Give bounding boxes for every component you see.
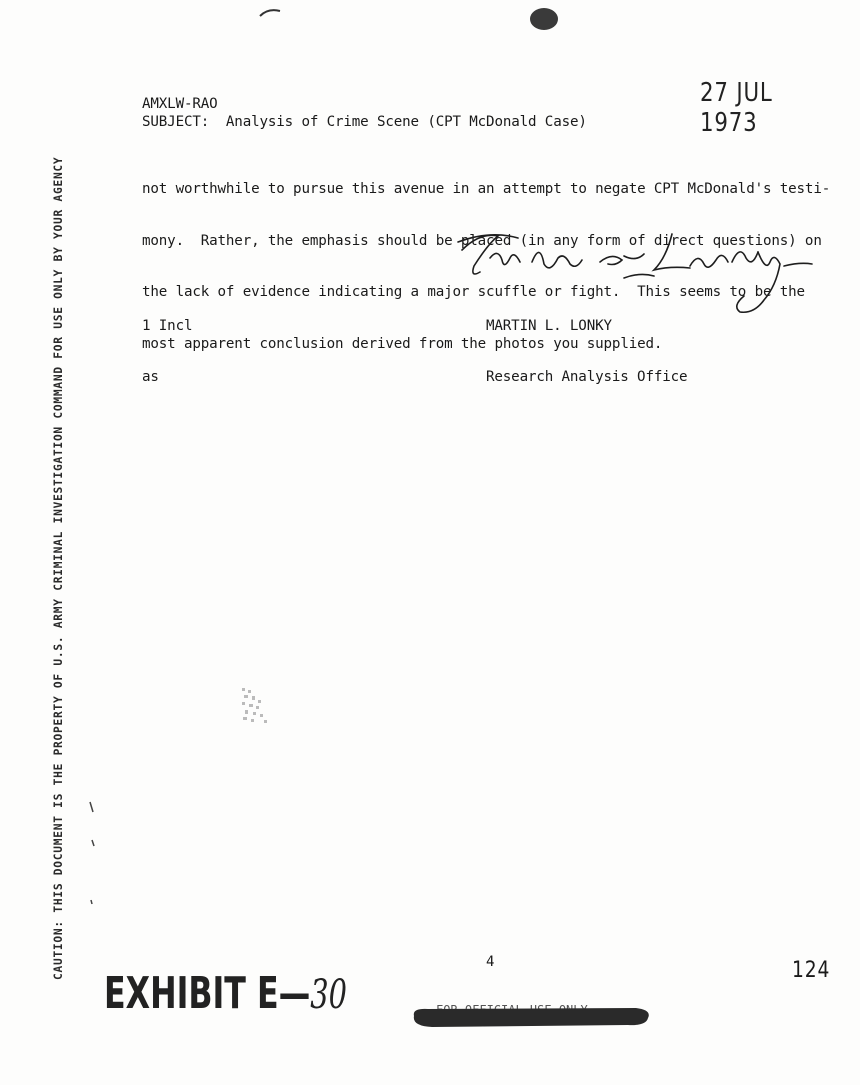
- enclosure-count: 1 Incl: [142, 318, 193, 334]
- subject-line: SUBJECT: Analysis of Crime Scene (CPT McDonald Case): [142, 114, 587, 130]
- scan-smudge-mark: [240, 686, 274, 726]
- body-line: not worthwhile to pursue this avenue in an attempt to negate CPT McDonald's testi-: [142, 181, 831, 197]
- top-stroke-mark: [258, 6, 282, 20]
- enclosure-block: [142, 284, 192, 420]
- signer-name: MARTIN L. LONKY: [486, 318, 612, 334]
- exhibit-number: 30: [310, 972, 347, 1018]
- office-symbol: AMXLW-RAO: [142, 96, 218, 112]
- body-line: the lack of evidence indicating a major scuffle or fight. This seems to be the: [142, 284, 805, 300]
- enclosure-note: as: [142, 369, 159, 385]
- exhibit-stamp: [104, 968, 347, 1019]
- margin-speck-mark: [86, 800, 100, 910]
- redacted-footer-marking: [408, 1000, 652, 1030]
- exhibit-label: EXHIBIT E—: [104, 968, 311, 1019]
- document-number: 124: [792, 958, 831, 983]
- body-line: most apparent conclusion derived from the photos you supplied.: [142, 335, 663, 352]
- punch-hole-mark: [530, 8, 558, 30]
- page-number: 4: [486, 954, 495, 970]
- signature-block: [486, 284, 687, 420]
- caution-margin-text: CAUTION: THIS DOCUMENT IS THE PROPERTY OF U.S. ARMY CRIMINAL INVESTIGATION COMMAND FOR USE ONLY BY YOUR AGENCY: [52, 156, 65, 980]
- body-line: mony. Rather, the emphasis should be placed (in any form of direct questions) on: [142, 232, 822, 249]
- date-stamp: 27 JUL 1973: [700, 78, 773, 138]
- signer-office: Research Analysis Office: [486, 369, 688, 385]
